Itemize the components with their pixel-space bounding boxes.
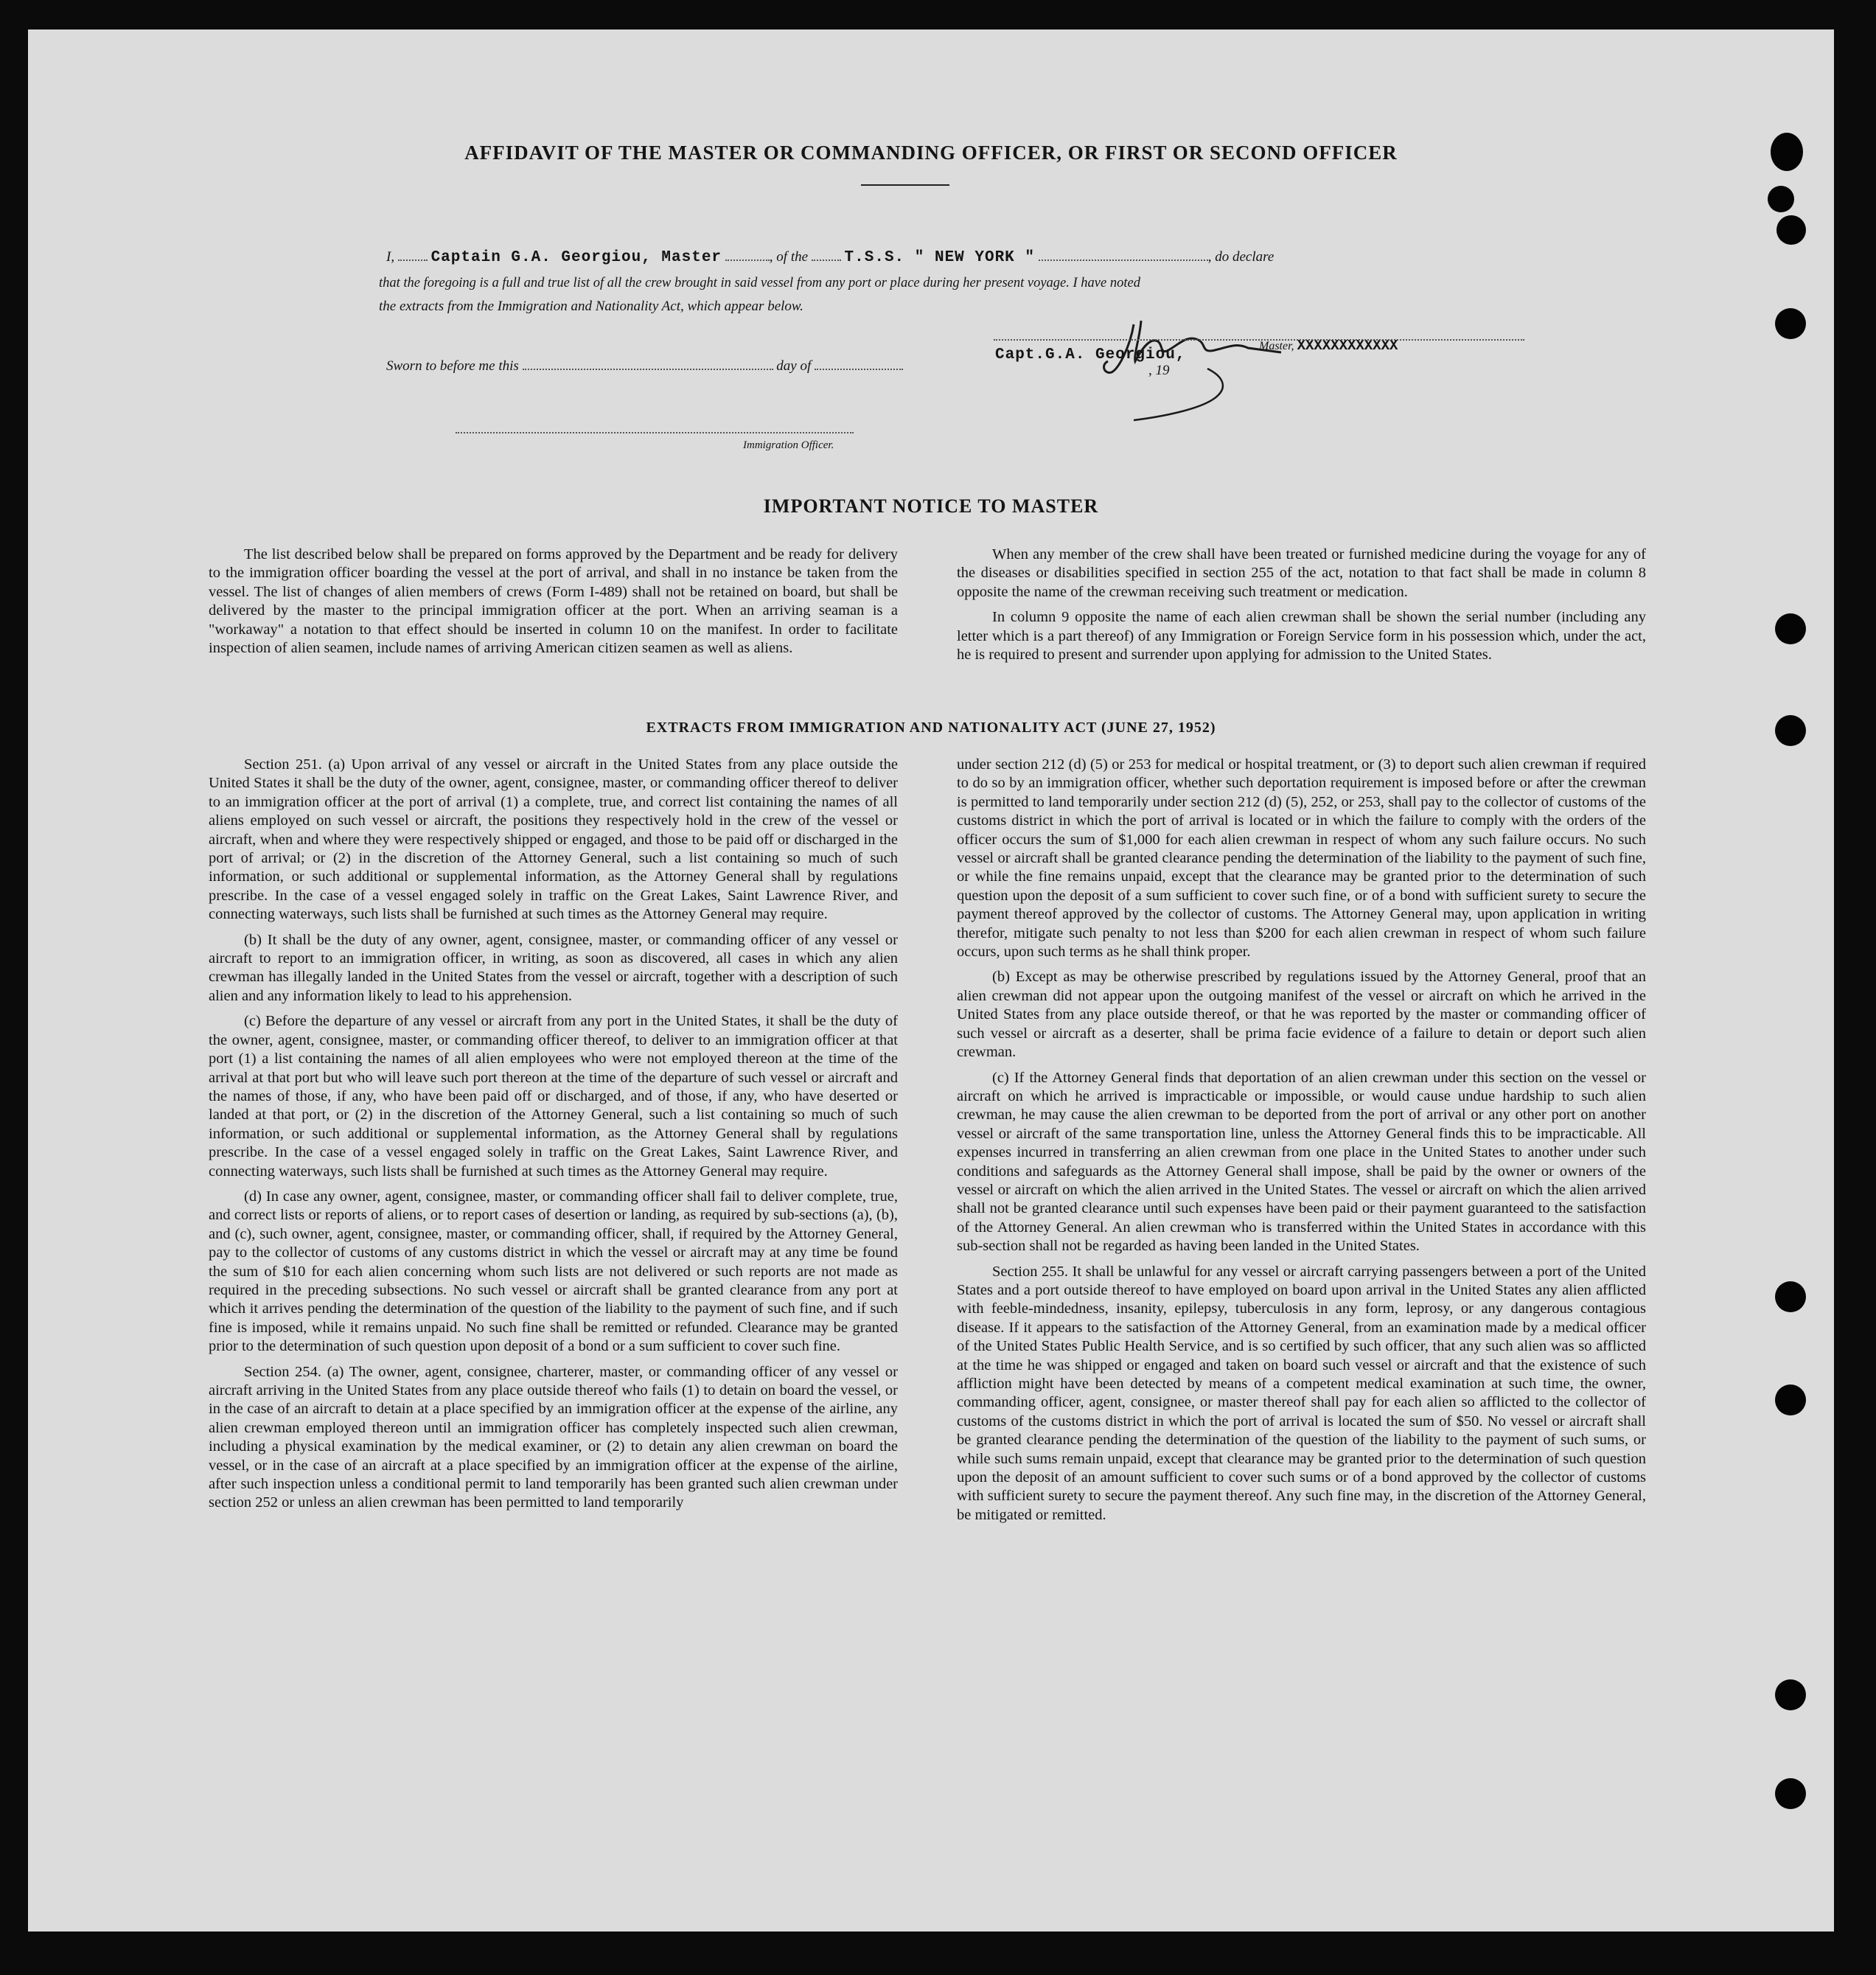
master-label: Master, [1259, 340, 1294, 352]
year-line [1148, 363, 1170, 379]
blank-dots [523, 357, 773, 370]
statute-paragraph: Section 251. (a) Upon arrival of any vessel or aircraft in the United States from any place outside the United States it shall be the duty of the owner, agent, consignee, master, or commanding officer thereof to deliver to an immigration officer at the port of arrival (1) a complete, true, and correct list containing the names of all aliens employed on such vessel or aircraft, the positions they respectively hold in the crew of the vessel or aircraft, when and where they were respectively shipped or engaged, and those to be paid off or discharged in the port of arrival; or (2) in the discretion of the Attorney General, such a list containing so much of such information, or such additional or supplemental information, as the Attorney General shall by regulations prescribe. In the case of a vessel engaged solely in traffic on the Great Lakes, Saint Lawrence River, and connecting waterways, such lists shall be furnished at such times as the Attorney General may require. [209, 756, 898, 923]
line1-suffix: , do declare [1207, 249, 1275, 265]
punch-hole [1775, 1384, 1806, 1415]
punch-hole [1768, 186, 1794, 212]
statute-paragraph: (d) In case any owner, agent, consignee, master, or commanding officer shall fail to deliver complete, true, and correct lists or reports of aliens, or to report cases of desertion or landing, as required by sub-sections (a), (b), and (c), such owner, agent, consignee, master, or commanding officer, shall, if required by the Attorney General, pay to the collector of customs of any customs district in which the vessel or aircraft may at any time be found the sum of $10 for each alien concerning whom such lists are not delivered or such reports are not made as required in the preceding subsections. No such vessel or aircraft shall be granted clearance from any port at which it arrives pending the determination of the question of the liability to the payment of such fine, and if such fine is imposed, while it remains unpaid. No such fine shall be remitted or refunded. Clearance may be granted prior to the determination of such question upon deposit of a bond or a sum sufficient to cover such fine. [209, 1188, 898, 1355]
struck-title: XXXXXXXXXXXX [1297, 338, 1398, 354]
statute-paragraph: under section 212 (d) (5) or 253 for medical or hospital treatment, or (3) to deport such alien crewman if required to do so by an immigration officer, whether such deportation requirement is imposed before or after the crewman is permitted to land temporarily under section 212 (d) (5), 252, or 253, shall pay to the collector of customs of the customs district in which the port of arrival is located or in which the failure to comply with the orders of the officer occurs the sum of $1,000 for each alien crewman in respect of whom any such failure occurs. No such vessel or aircraft shall be granted clearance pending the determination of the liability to the payment of such fine, or while the fine remains unpaid, except that the clearance may be granted prior to the determination of such question upon the deposit of a sum sufficient to cover such fine, or of a bond with sufficient surety to secure the payment thereof approved by the collector of customs. The Attorney General may, upon application in writing therefor, mitigate such penalty to not less than $200 for each alien crewman in respect of whom such failure occurs, upon such terms as he shall think proper. [957, 756, 1646, 961]
affidavit-line-3: the extracts from the Immigration and Nationality Act, which appear below. [379, 299, 803, 314]
statute-paragraph: Section 254. (a) The owner, agent, consignee, charterer, master, or commanding officer of any vessel or aircraft arriving in the United States from any place outside thereof who fails (1) to detain on board the vessel, or in the case of an aircraft to detain at a place specified by an immigration officer at the expense of the airline, any alien crewman employed thereon until an immigration officer has completely inspected such alien crewman, including a physical examination by the medical examiner, or (2) to detain any alien crewman on board the vessel, or in the case of an aircraft at a place specified by an immigration officer at the expense of the airline, after such inspection unless a conditional permit to land temporarily has been granted such alien crewman under section 252 or unless an alien crewman has been permitted to land temporarily [209, 1363, 898, 1511]
day-of-label: day of [776, 358, 812, 374]
affidavit-line-2: that the foregoing is a full and true list of all the crew brought in said vessel from any port or place during her present voyage. I have noted [379, 276, 1140, 290]
title-rule [861, 184, 949, 186]
sworn-label: Sworn to before me this [386, 358, 519, 374]
master-name: Captain G.A. Georgiou, Master [430, 249, 722, 266]
line1-of-the: , of the [769, 249, 809, 265]
punch-hole [1775, 613, 1806, 644]
punch-hole [1775, 308, 1806, 339]
blank-dots [812, 248, 841, 261]
notice-paragraph: When any member of the crew shall have been treated or furnished medicine during the voyage for any of the diseases or disabilities specified in section 255 of the act, notation to that fact shall be made in column 8 opposite the name of the crewman receiving such treatment or medication. [957, 546, 1646, 600]
statute-paragraph: (b) Except as may be otherwise prescribed by regulations issued by the Attorney General, proof that an alien crewman did not appear upon the outgoing manifest of the vessel or aircraft on which he arrived in the United States from any place outside thereof, or that he was reported by the master or commanding officer of such vessel or aircraft as a deserter, shall be prima facie evidence of a failure to detain or deport such alien crewman. [957, 969, 1646, 1061]
document-page [28, 29, 1834, 1932]
punch-hole [1775, 1281, 1806, 1312]
punch-hole [1776, 215, 1806, 245]
statute-paragraph: (b) It shall be the duty of any owner, agent, consignee, master, or commanding officer of any vessel or aircraft to report to an immigration officer, in writing, as soon as discovered, all cases in which any alien crewman has illegally landed in the United States from the vessel or aircraft, together with a description of such alien and any information likely to lead to his apprehension. [209, 931, 898, 1004]
notice-right-column [957, 546, 1646, 671]
officer-label: Immigration Officer. [743, 439, 834, 451]
signature-line [994, 324, 1524, 341]
year-label: , 19 [1148, 363, 1170, 378]
blank-dots [815, 357, 903, 370]
notice-paragraph: In column 9 opposite the name of each alien crewman shall be shown the serial number (including any letter which is a part thereof) of any Immigration or Foreign Service form in his possession which, under the act, he is required to present and surrender upon applying for admission to the United States. [957, 609, 1646, 663]
extracts-right-column [957, 756, 1646, 1531]
sworn-line [386, 357, 903, 375]
affidavit-title: AFFIDAVIT OF THE MASTER OR COMMANDING OFFICER, OR FIRST OR SECOND OFFICER [464, 142, 1398, 164]
notice-title: IMPORTANT NOTICE TO MASTER [763, 495, 1099, 517]
vessel-name: T.S.S. " NEW YORK " [844, 249, 1035, 266]
line1-prefix: I, [386, 249, 395, 265]
extracts-left-column [209, 756, 898, 1519]
blank-dots [725, 248, 770, 261]
blank-dots [1039, 248, 1208, 261]
statute-paragraph: (c) Before the departure of any vessel or aircraft from any port in the United States, it shall be the duty of the owner, agent, consignee, master, or commanding officer thereof, to deliver to an immigration officer at that port (1) a list containing the names of all alien employees who were not employed thereon at the time of the arrival at that port but who will leave such port thereon at the time of the departure of such vessel or aircraft and the names of those, if any, who have been paid off or discharged, and of those, if any, who have deserted or landed at that port, or (2) in the discretion of the Attorney General, such a list containing so much of such information, or such additional or supplemental information, as the Attorney General shall by regulations prescribe. In the case of a vessel engaged solely in traffic on the Great Lakes, Saint Lawrence River, and connecting waterways, such lists shall be furnished at such times as the Attorney General may require. [209, 1013, 898, 1180]
signature-name-line [995, 346, 1185, 363]
statute-paragraph: Section 255. It shall be unlawful for any vessel or aircraft carrying passengers between a port of the United States and a port outside thereof to have employed on board upon arrival in the United States any alien afflicted with feeble-mindedness, insanity, epilepsy, tuberculosis in any form, leprosy, or any dangerous contagious disease. If it appears to the satisfaction of the Attorney General, from an examination made by a medical officer of the United States Public Health Service, and is so certified by such officer, that any such alien was so afflicted at the time he was shipped or engaged and taken on board such vessel or aircraft and that the existence of such affliction might have been detected by means of a competent medical examination at such time, the owner, commanding officer, agent, consignee, or master thereof shall pay for each alien so afflicted to the collector of customs of the customs district in which the port of arrival is located the sum of $50. No vessel or aircraft shall be granted clearance pending the determination of the question of the liability to the payment of such sums, or while such sums remain unpaid, except that clearance may be granted prior to the determination of such question upon the deposit of an amount sufficient to cover such sums or of a bond approved by the collector of customs with sufficient surety to secure the payment thereof. Any such fine may, in the discretion of the Attorney General, be mitigated or remitted. [957, 1263, 1646, 1523]
notice-left-column [209, 546, 898, 664]
punch-hole [1775, 1679, 1806, 1710]
notice-paragraph: The list described below shall be prepared on forms approved by the Department and be ready for delivery to the immigration officer boarding the vessel at the port of arrival, and shall in no instance be taken from the vessel. The list of changes of alien members of crews (Form I-489) shall not be retained on board, but shall be delivered by the master to the principal immigration officer at the port. When an arriving seaman is a "workaway" a notation to that effect should be inserted in column 10 on the manifest. In order to facilitate inspection of alien seamen, include names of arriving American citizen seamen as well as aliens. [209, 546, 898, 657]
officer-signature-line [456, 417, 854, 433]
extracts-title: EXTRACTS FROM IMMIGRATION AND NATIONALITY ACT (JUNE 27, 1952) [646, 720, 1216, 736]
statute-paragraph: (c) If the Attorney General finds that deportation of an alien crewman under this section on the vessel or aircraft on which he arrived is impracticable or impossible, or would cause undue hardship to such alien crewman, he may cause the alien crewman to be deported from the port of arrival or any other port on another vessel or aircraft of the same transportation line, unless the Attorney General finds this to be impracticable. All expenses incurred in transferring an alien crewman from one place in the United States to another under such conditions and safeguards as the Attorney General shall impose, shall be paid by the owner or owners of the vessel or aircraft on which the alien arrived in the United States. The vessel or aircraft on which the alien arrived shall not be granted clearance until such expenses have been paid or their payment guaranteed to the satisfaction of the Attorney General. An alien crewman who is transferred within the United States in accordance with this sub-section shall not be regarded as having been landed in the United States. [957, 1069, 1646, 1255]
affidavit-line-1 [386, 248, 1274, 266]
signature-name: Capt.G.A. Georgiou, [995, 346, 1186, 363]
punch-hole [1775, 1778, 1806, 1809]
blank-dots [398, 248, 428, 261]
punch-holes [1716, 29, 1834, 1932]
